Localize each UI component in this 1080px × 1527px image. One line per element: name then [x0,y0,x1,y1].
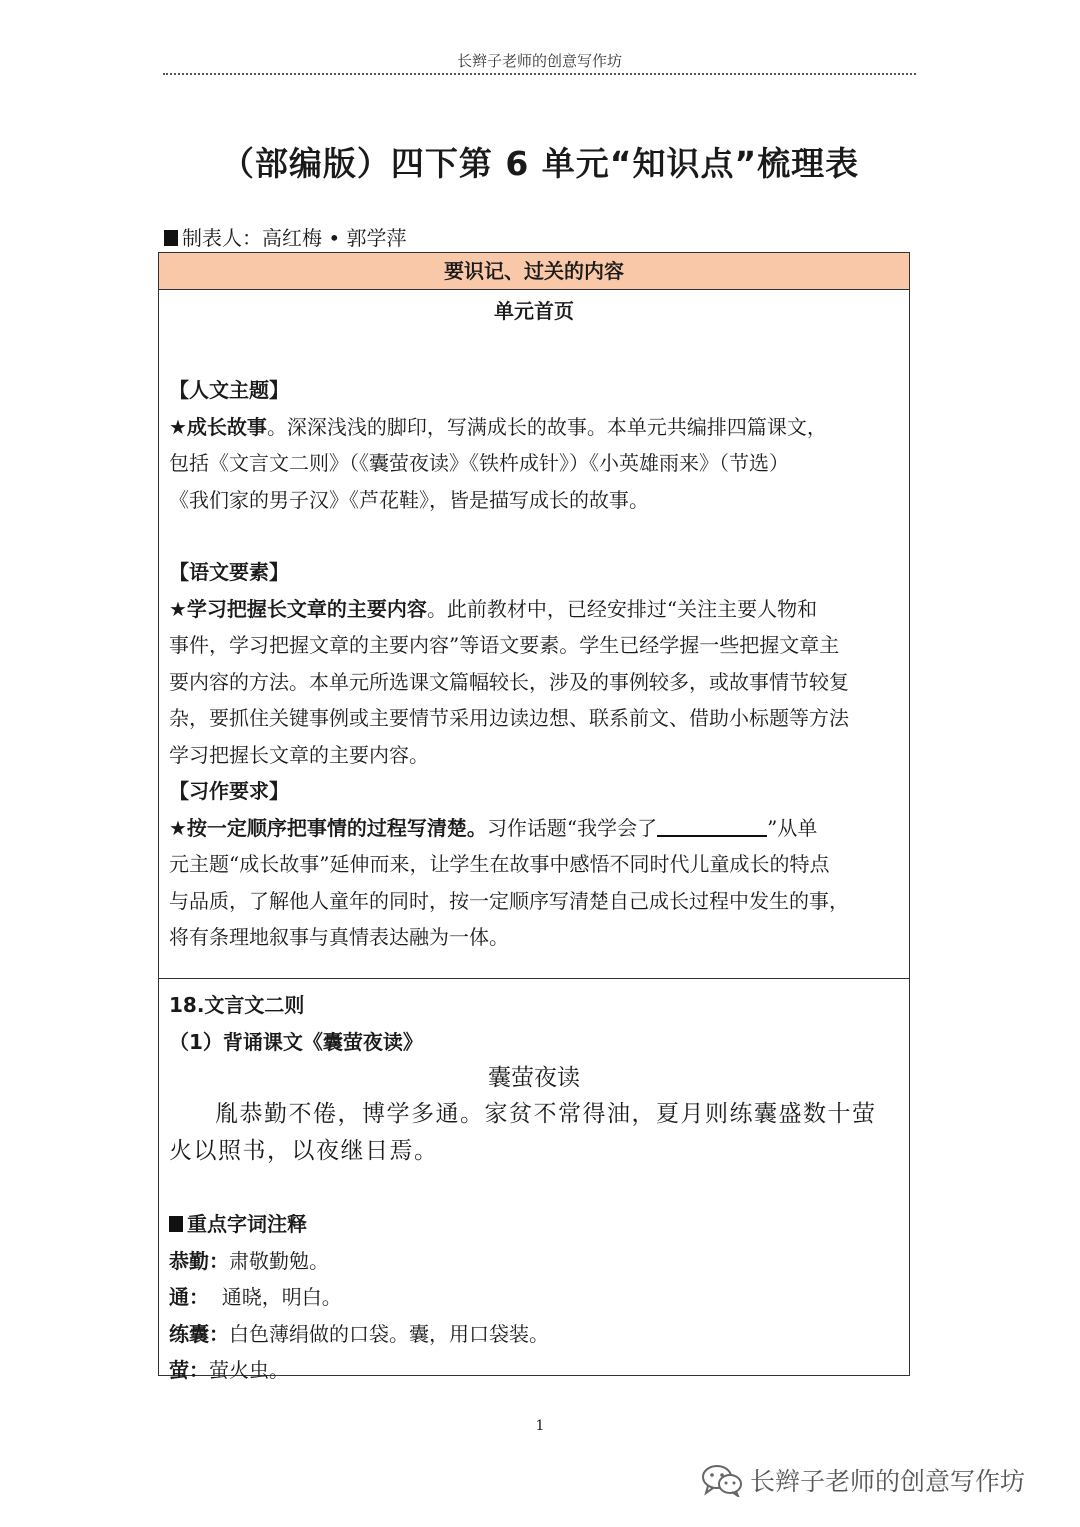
humanity-line-1: 。深深浅浅的脚印，写满成长的故事。本单元共编排四篇课文， [266,414,827,439]
page-header: 长辫子老师的创意写作坊 [456,52,622,70]
recite-task: （1）背诵课文《囊萤夜读》 [169,1029,423,1054]
note-term: 萤： [169,1358,209,1382]
language-elements-keyword: ★学习把握长文章的主要内容 [169,596,427,621]
watermark-text: 长辫子老师的创意写作坊 [750,1467,1026,1496]
square-bullet-icon [164,230,178,246]
writing-requirement-label: 【习作要求】 [169,779,289,803]
knowledge-table [158,252,910,1382]
note-item [169,1316,899,1353]
classic-text-title: 囊萤夜读 [488,1065,580,1091]
wechat-icon [700,1463,744,1497]
humanity-line-3: 《我们家的男子汉》《芦花鞋》，皆是描写成长的故事。 [169,487,649,512]
elements-line-5: 学习把握长文章的主要内容。 [169,742,429,767]
humanity-theme-label: 【人文主题】 [169,378,289,402]
lesson-title: 18.文言文二则 [169,993,305,1017]
note-item [169,1243,899,1280]
author-line [164,222,407,251]
note-item [169,1352,899,1389]
writing-line-1a: 习作话题“我学会了 [486,815,658,840]
language-elements-label: 【语文要素】 [169,560,289,584]
elements-line-1: 。此前教材中，已经安排过“关注主要人物和 [426,596,818,621]
writing-line-3: 与品质，了解他人童年的同时，按一定顺序写清楚自己成长过程中发生的事， [169,888,849,913]
elements-line-4: 杂，要抓住关键事例或主要情节采用边读边想、联系前文、借助小标题等方法 [169,706,849,730]
lesson-18-section [159,979,909,1389]
note-definition: 白色薄绢做的口袋。囊，用口袋装。 [229,1321,549,1346]
note-definition: 肃敬勤勉。 [229,1248,329,1273]
classic-text-line-1: 胤恭勤不倦，博学多通。家贫不常得油，夏月则练囊盛数十萤 [215,1101,877,1127]
watermark [700,1462,1025,1498]
square-bullet-icon [169,1216,183,1232]
language-elements-text [169,591,899,628]
note-term: 恭勤： [169,1248,229,1273]
notes-heading [169,1206,899,1243]
writing-line-2: 元主题“成长故事”延伸而来，让学生在故事中感悟不同时代儿童成长的特点 [169,852,830,876]
note-definition: 萤火虫。 [209,1358,289,1382]
elements-line-3: 要内容的方法。本单元所选课文篇幅较长，涉及的事例较多，或故事情节较复 [169,669,849,694]
unit-overview-section [159,290,909,979]
note-definition: 通晓，明白。 [209,1285,342,1309]
humanity-line-2: 包括《文言文二则》（《囊萤夜读》《铁杵成针》）《小英雄雨来》（节选） [169,451,789,475]
page-number: 1 [535,1418,545,1434]
note-term: 练囊： [169,1321,229,1346]
notes-heading-text: 重点字词注释 [187,1212,307,1236]
note-item [169,1279,899,1316]
header-divider [163,73,916,75]
writing-line-4: 将有条理地叙事与真情表达融为一体。 [169,925,509,949]
note-term: 通： [169,1285,209,1309]
author-text: 制表人：高红梅 • 郭学萍 [182,226,407,250]
writing-requirement-keyword: ★按一定顺序把事情的过程写清楚。 [169,815,487,840]
table-header: 要识记、过关的内容 [159,253,909,290]
classic-text-line-2: 火以照书，以夜继日焉。 [169,1138,439,1164]
document-title: （部编版）四下第 6 单元“知识点”梳理表 [220,144,860,183]
humanity-theme-keyword: ★成长故事 [169,414,267,439]
writing-line-1b: ”从单 [767,815,818,840]
fill-in-blank [657,817,767,837]
humanity-theme-text [169,409,899,446]
elements-line-2: 事件，学习把握文章的主要内容”等语文要素。学生已经学握一些把握文章主 [169,633,840,657]
unit-overview-title: 单元首页 [494,299,574,323]
writing-requirement-text [169,810,899,847]
